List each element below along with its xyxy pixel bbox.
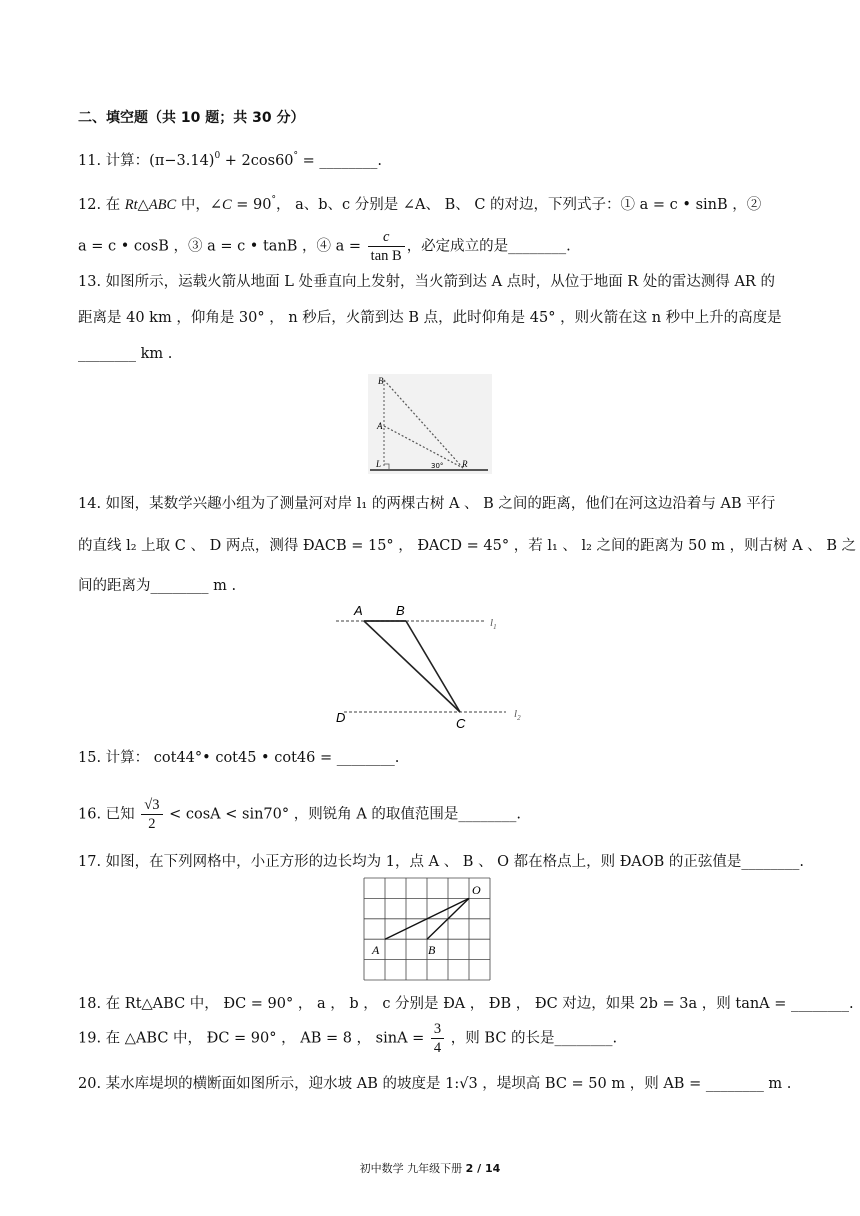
q14-l1-sub: 1 bbox=[493, 623, 497, 631]
q17-label-o: O bbox=[472, 883, 481, 897]
q14-river-figure bbox=[334, 600, 534, 736]
q16-frac-num: √3 bbox=[141, 796, 162, 815]
q19-fraction bbox=[431, 1020, 444, 1057]
q14-label-l2 bbox=[514, 708, 521, 722]
q19-frac-num: 3 bbox=[431, 1020, 444, 1039]
q12-frac-den: tan B bbox=[370, 248, 402, 264]
q14-label-a: A bbox=[354, 603, 363, 618]
q13-label-l: L bbox=[376, 459, 382, 469]
footer-page-number: 2 / 14 bbox=[465, 1162, 501, 1175]
q17-label-a: A bbox=[372, 943, 380, 957]
q12-part: 中，∠ bbox=[176, 197, 222, 213]
q13-label-b: B bbox=[378, 376, 384, 386]
question-11 bbox=[78, 146, 382, 171]
q12-frac-num: c bbox=[368, 228, 405, 247]
question-14-line-1: 14. 如图，某数学兴趣小组为了测量河对岸 l₁ 的两棵古树 A 、 B 之间的距离，他们在河这边沿着与 AB 平行 bbox=[78, 496, 776, 512]
q12-abc: ABC bbox=[148, 197, 177, 213]
q14-l2-letter: l bbox=[514, 708, 518, 720]
question-18: 18. 在 Rt△ABC 中， ÐC = 90° ， a ， b ， c 分别是 ÐA ， ÐB ， ÐC 对边，如果 2b = 3a ，则 tanA = ________. bbox=[78, 996, 854, 1012]
q17-label-b: B bbox=[428, 943, 436, 957]
q11-mid: + 2cos60 bbox=[220, 153, 294, 169]
question-14-line-2: 的直线 l₂ 上取 C 、 D 两点，测得 ÐACB = 15° ， ÐACD = 45° ，若 l₁ 、 l₂ 之间的距离为 50 m ，则古树 A 、 B 之 bbox=[78, 538, 857, 554]
q12-part: ， a、b、c 分别是 ∠A、 B、 C 的对边，下列式子：① a = c • sinB ，② bbox=[275, 197, 762, 213]
q14-l1-letter: l bbox=[490, 617, 494, 629]
q14-label-l1 bbox=[490, 617, 497, 631]
q17-grid-figure bbox=[362, 876, 496, 982]
q14-segment-ac bbox=[364, 621, 460, 712]
question-15: 15. 计算： cot44°• cot45 • cot46 = ________. bbox=[78, 750, 400, 766]
q19-frac-den: 4 bbox=[433, 1040, 442, 1056]
q12-part: 12. 在 bbox=[78, 197, 125, 213]
question-13-line-2: 距离是 40 km ，仰角是 30° ， n 秒后，火箭到达 B 点，此时仰角是 45° ，则火箭在这 n 秒中上升的高度是 bbox=[78, 310, 782, 326]
q12-c: C bbox=[221, 197, 232, 213]
q14-label-d: D bbox=[336, 710, 346, 725]
question-13-line-3: ________ km . bbox=[78, 346, 173, 362]
q12-fraction bbox=[368, 228, 405, 265]
q12-degree: ° bbox=[271, 195, 276, 205]
q13-rocket-figure bbox=[368, 374, 492, 474]
question-12-line-1 bbox=[78, 190, 761, 215]
section-title: 二、填空题（共 10 题；共 30 分） bbox=[78, 110, 305, 126]
q19-part: 19. 在 △ABC 中， ÐC = 90° ， AB = 8 ， sinA = bbox=[78, 1030, 429, 1047]
q12-part: = 90 bbox=[231, 197, 272, 213]
q16-part: < cosA < sin70° ，则锐角 A 的取值范围是________. bbox=[164, 806, 522, 823]
q14-l2-sub: 2 bbox=[517, 714, 521, 722]
question-20: 20. 某水库堤坝的横断面如图所示，迎水坡 AB 的坡度是 1:√3 ，堤坝高 BC = 50 m ，则 AB = ________ m . bbox=[78, 1076, 792, 1092]
q12-part: a = c • cosB ，③ a = c • tanB ，④ a = bbox=[78, 238, 366, 255]
q11-degree: ° bbox=[293, 151, 299, 161]
q14-label-b: B bbox=[396, 603, 405, 618]
q14-segment-bc bbox=[406, 621, 460, 712]
question-17: 17. 如图，在下列网格中，小正方形的边长均为 1，点 A 、 B 、 O 都在格点上，则 ÐAOB 的正弦值是________. bbox=[78, 854, 804, 870]
q12-rt: Rt bbox=[124, 197, 138, 213]
page-footer bbox=[0, 1160, 860, 1176]
question-14-line-3: 间的距离为________ m . bbox=[78, 578, 237, 594]
q19-part: ，则 BC 的长是________. bbox=[446, 1030, 618, 1047]
q11-exponent: 0 bbox=[214, 151, 221, 161]
q12-triangle: △ bbox=[137, 197, 149, 213]
q12-part: ，必定成立的是________. bbox=[406, 238, 571, 255]
q13-angle-label: 30° bbox=[431, 462, 444, 470]
question-12-line-2 bbox=[78, 228, 571, 265]
q13-figure-background bbox=[368, 374, 492, 474]
q14-label-c: C bbox=[456, 716, 466, 731]
q11-end: = ________. bbox=[298, 153, 383, 169]
footer-subject: 初中数学 九年级下册 bbox=[359, 1162, 466, 1175]
q13-label-a: A bbox=[377, 421, 383, 431]
q11-text: 11. 计算：(π−3.14) bbox=[78, 153, 215, 169]
question-19 bbox=[78, 1020, 617, 1057]
question-13-line-1: 13. 如图所示，运载火箭从地面 L 处垂直向上发射，当火箭到达 A 点时，从位于地面 R 处的雷达测得 AR 的 bbox=[78, 274, 775, 290]
q16-frac-den: 2 bbox=[148, 816, 156, 832]
q16-part: 16. 已知 bbox=[78, 806, 140, 823]
q13-label-r: R bbox=[462, 459, 468, 469]
q16-fraction bbox=[141, 796, 162, 833]
question-16 bbox=[78, 796, 521, 833]
